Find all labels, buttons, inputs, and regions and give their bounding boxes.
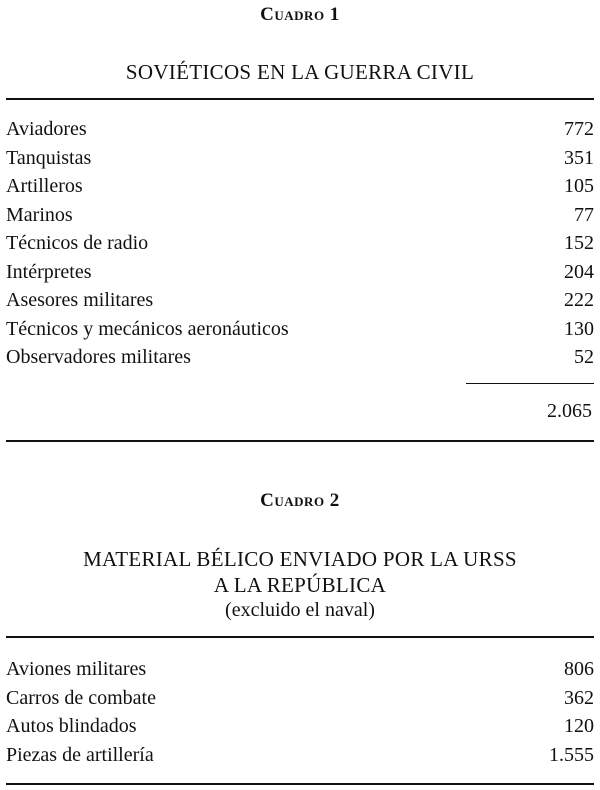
row-value: 222: [564, 289, 594, 311]
table-row: [6, 712, 594, 741]
row-value: 1.555: [549, 743, 594, 766]
row-value: 772: [564, 118, 594, 140]
table1-top-rule: [6, 98, 594, 100]
table1-rows: [6, 115, 594, 372]
table-row: [6, 258, 594, 287]
table2-subtitle: (excluido el naval): [225, 599, 375, 621]
row-label: Intérpretes: [6, 260, 92, 283]
table-row: [6, 144, 594, 173]
row-value: 351: [564, 146, 594, 169]
table-row: [6, 741, 594, 770]
row-label: Aviadores: [6, 118, 87, 140]
row-value: 130: [564, 317, 594, 340]
table1-title: SOVIÉTICOS EN LA GUERRA CIVIL: [125, 60, 475, 84]
table1-label: Cuadro 1: [260, 4, 340, 25]
table2-title-line2: A LA REPÚBLICA: [213, 573, 387, 597]
row-value: 806: [564, 658, 594, 680]
row-value: 362: [564, 686, 594, 709]
table1-bottom-rule: [6, 440, 594, 442]
row-label: Tanquistas: [6, 146, 92, 169]
row-label: Autos blindados: [6, 715, 137, 737]
table-row: [6, 115, 594, 144]
table2-label: Cuadro 2: [260, 490, 340, 511]
row-value: 77: [574, 203, 594, 226]
row-value: 152: [564, 232, 594, 254]
row-value: 105: [564, 175, 594, 197]
table-row: [6, 229, 594, 258]
row-value: 204: [564, 260, 594, 283]
table1-total: 2.065: [547, 400, 592, 422]
table-row: [6, 343, 594, 372]
row-label: Técnicos de radio: [6, 232, 149, 254]
table2-rows: [6, 655, 594, 769]
table1-total-rule: [466, 383, 594, 384]
table2-title-line1: MATERIAL BÉLICO ENVIADO POR LA URSS: [83, 547, 517, 571]
row-value: 120: [564, 715, 594, 737]
row-label: Técnicos y mecánicos aeronáuticos: [6, 317, 289, 340]
row-label: Marinos: [6, 203, 73, 226]
table-row: [6, 172, 594, 201]
row-label: Carros de combate: [6, 686, 156, 709]
table-row: [6, 655, 594, 684]
row-value: 52: [574, 346, 594, 368]
row-label: Asesores militares: [6, 289, 154, 311]
table-row: [6, 684, 594, 713]
row-label: Piezas de artillería: [6, 743, 154, 766]
table-row: [6, 286, 594, 315]
row-label: Aviones militares: [6, 658, 147, 680]
table-row: [6, 315, 594, 344]
row-label: Observadores militares: [6, 346, 191, 368]
row-label: Artilleros: [6, 175, 83, 197]
table2-top-rule: [6, 636, 594, 638]
table-row: [6, 201, 594, 230]
table2-bottom-rule: [6, 783, 594, 785]
